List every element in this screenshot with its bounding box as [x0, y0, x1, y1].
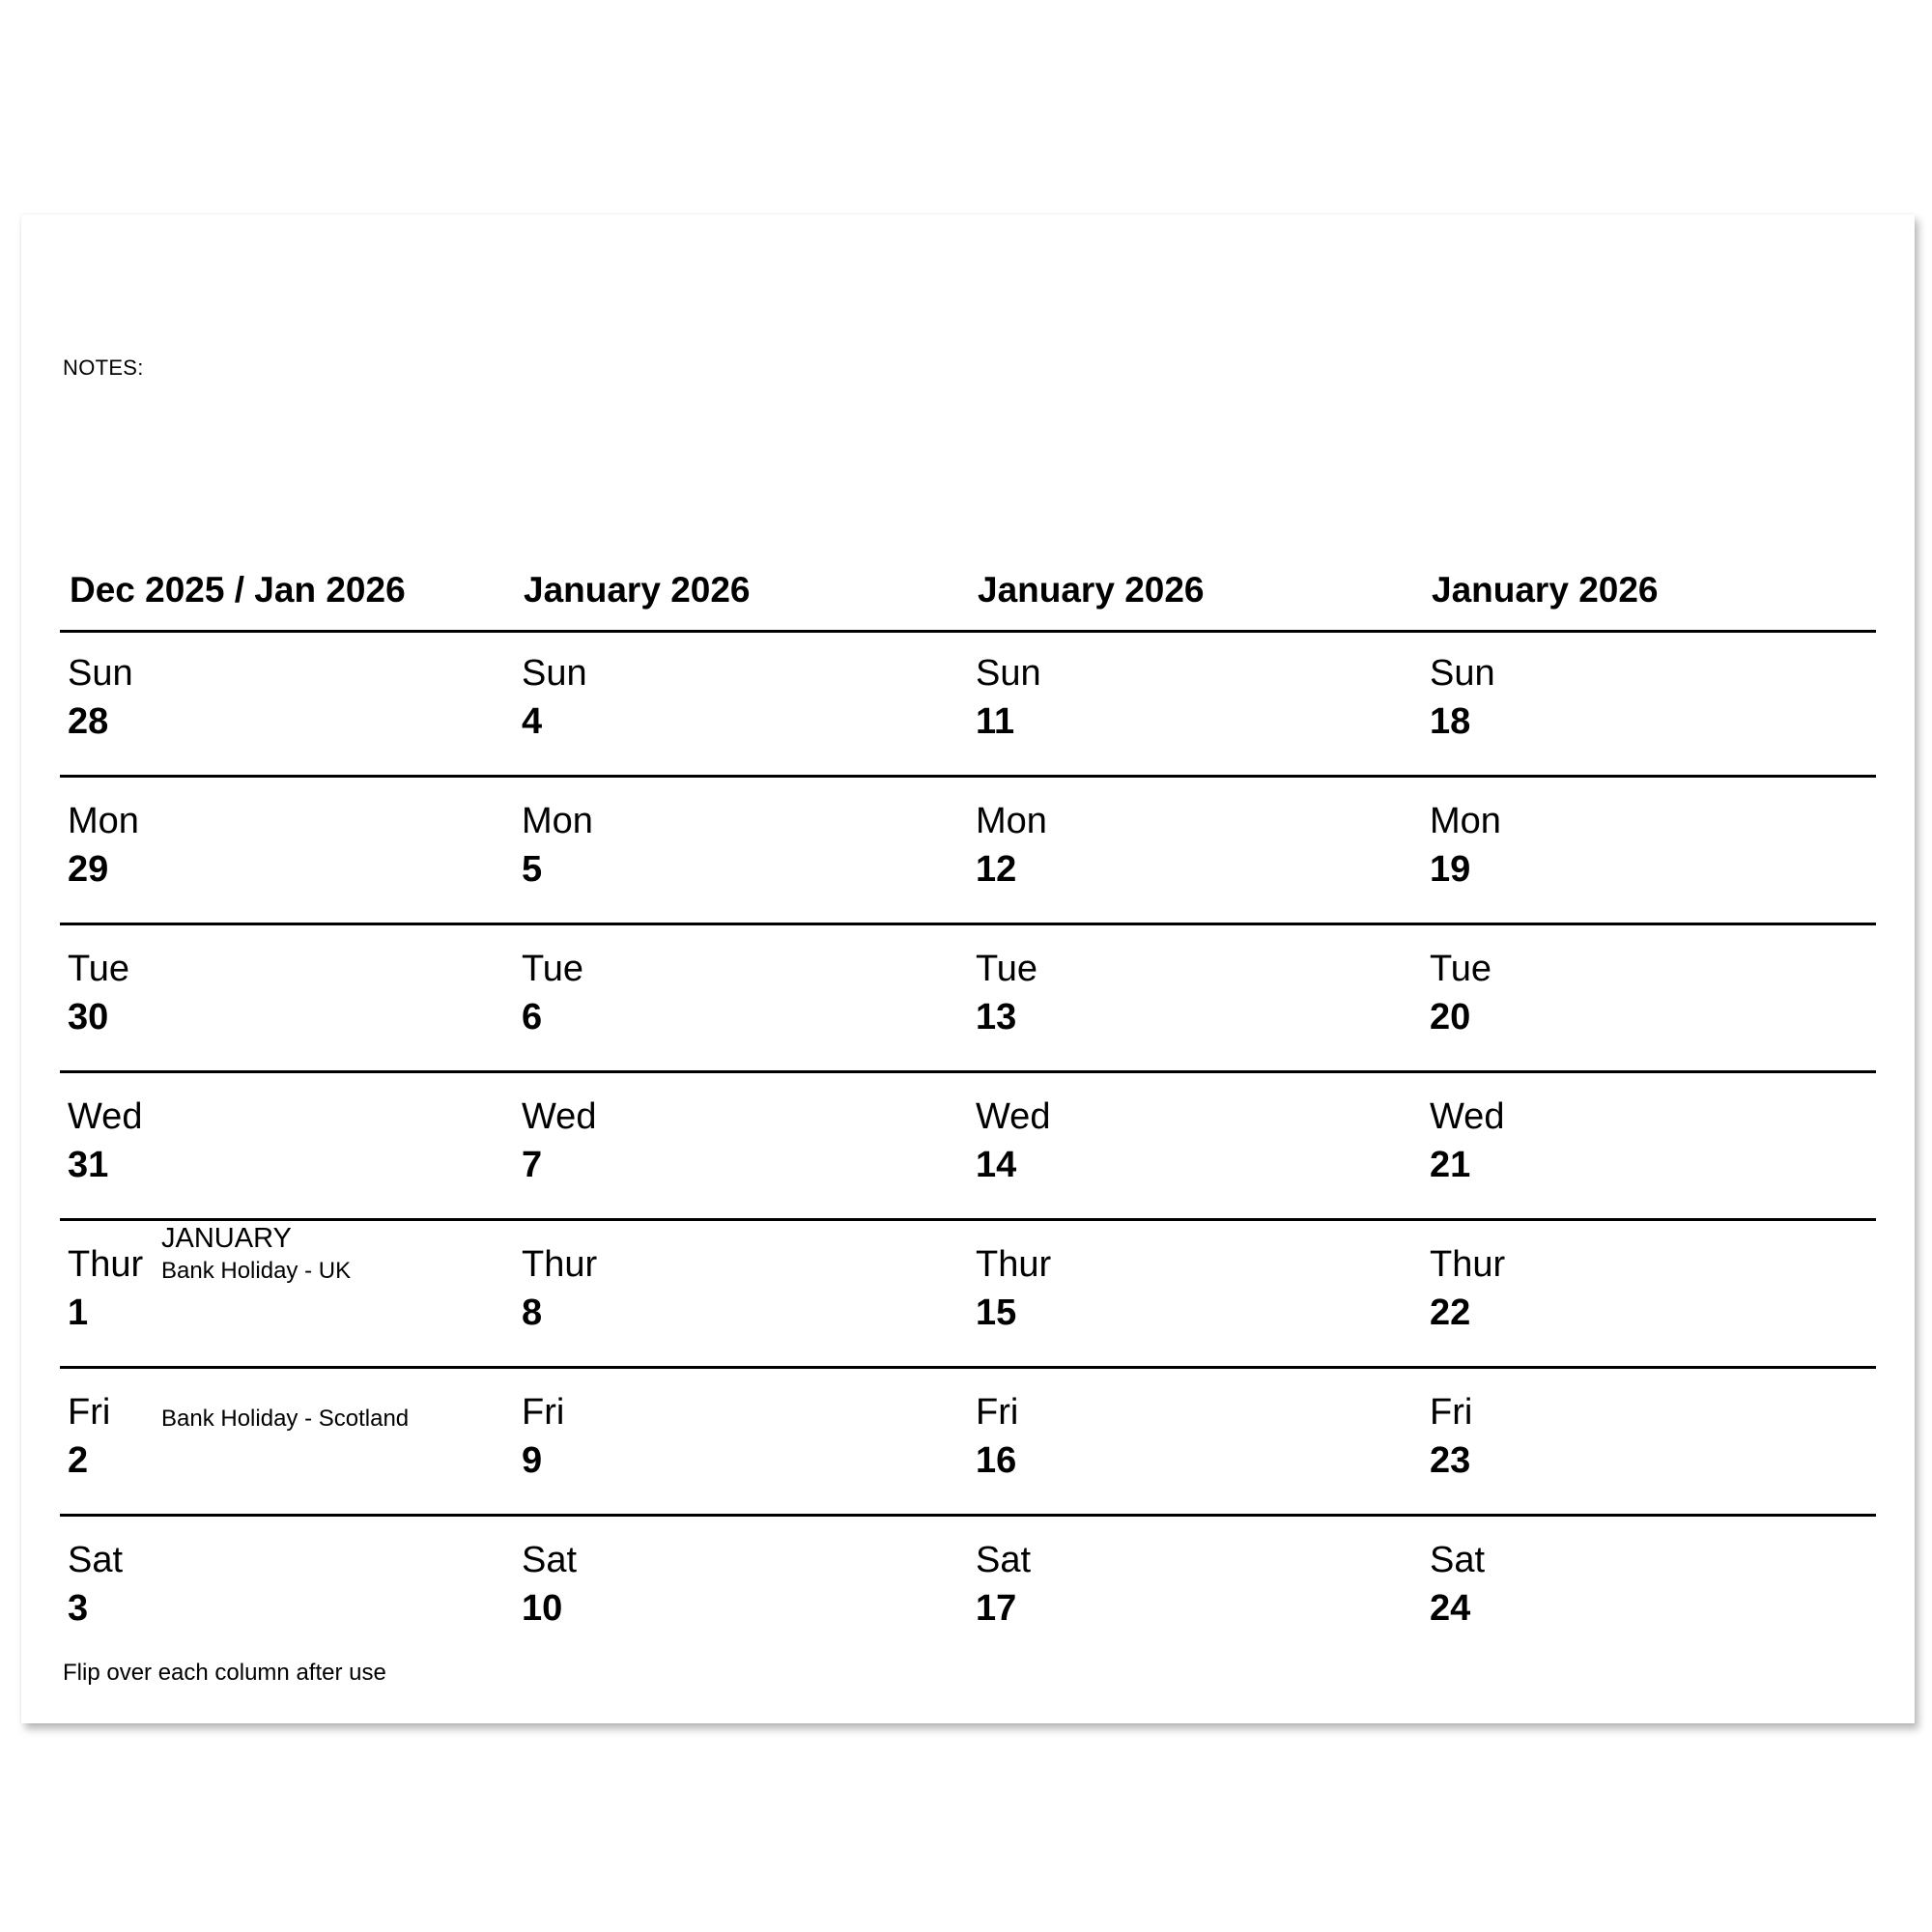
day-number: 20 [1430, 997, 1471, 1037]
day-cell [60, 630, 514, 775]
day-number: 30 [68, 997, 109, 1037]
day-row-wednesday [60, 1073, 1876, 1221]
day-cell [514, 1221, 968, 1366]
day-cell [514, 925, 968, 1070]
column-header-4: January 2026 [1432, 570, 1659, 610]
day-row-friday [60, 1369, 1876, 1517]
day-number: 22 [1430, 1293, 1471, 1333]
column-header-2: January 2026 [524, 570, 751, 610]
day-cell [60, 778, 514, 923]
day-cell [60, 1517, 514, 1662]
day-name: Thur [976, 1244, 1052, 1285]
column-headers [60, 570, 1876, 633]
day-name: Fri [1430, 1392, 1473, 1433]
day-name: Tue [68, 949, 130, 989]
day-number: 23 [1430, 1440, 1471, 1481]
day-name: Fri [68, 1392, 111, 1433]
day-name: Wed [976, 1096, 1051, 1137]
day-number: 4 [522, 701, 543, 742]
day-number: 12 [976, 849, 1017, 890]
day-number: 14 [976, 1145, 1017, 1185]
day-name: Sat [522, 1540, 578, 1580]
day-number: 5 [522, 849, 543, 890]
day-number: 11 [976, 701, 1015, 742]
day-name: Tue [976, 949, 1038, 989]
day-number: 29 [68, 849, 109, 890]
day-cell [1422, 778, 1876, 923]
day-cell [1422, 925, 1876, 1070]
day-number: 1 [68, 1293, 89, 1333]
footer-instruction: Flip over each column after use [63, 1660, 386, 1686]
event-note: Bank Holiday - Scotland [161, 1406, 410, 1432]
day-name: Thur [68, 1244, 144, 1285]
day-number: 6 [522, 997, 543, 1037]
day-number: 19 [1430, 849, 1471, 890]
day-name: Sun [1430, 653, 1495, 694]
day-number: 17 [976, 1588, 1017, 1629]
day-name: Fri [522, 1392, 565, 1433]
day-number: 24 [1430, 1588, 1471, 1629]
day-name: Mon [522, 801, 593, 841]
day-name: Sun [522, 653, 587, 694]
day-name: Fri [976, 1392, 1019, 1433]
day-name: Mon [976, 801, 1047, 841]
day-cell [968, 1517, 1422, 1662]
day-cell [514, 778, 968, 923]
day-name: Tue [522, 949, 584, 989]
day-number: 2 [68, 1440, 89, 1481]
day-number: 3 [68, 1588, 89, 1629]
day-cell [514, 630, 968, 775]
day-number: 9 [522, 1440, 543, 1481]
day-cell [60, 1369, 514, 1514]
notes-label: NOTES: [63, 355, 144, 380]
day-row-thursday [60, 1221, 1876, 1369]
day-cell [514, 1369, 968, 1514]
week-columns [60, 570, 1876, 1663]
day-number: 21 [1430, 1145, 1471, 1185]
day-cell [968, 1073, 1422, 1218]
day-row-saturday [60, 1517, 1876, 1662]
day-number: 8 [522, 1293, 543, 1333]
day-number: 31 [68, 1145, 109, 1185]
day-row-sunday [60, 630, 1876, 778]
day-row-tuesday [60, 925, 1876, 1073]
day-number: 28 [68, 701, 109, 742]
day-name: Mon [1430, 801, 1501, 841]
day-name: Wed [68, 1096, 143, 1137]
day-name: Sat [976, 1540, 1032, 1580]
day-cell [1422, 1369, 1876, 1514]
day-name: Thur [1430, 1244, 1506, 1285]
day-cell [1422, 1517, 1876, 1662]
day-name: Sun [68, 653, 133, 694]
day-cell [60, 1073, 514, 1218]
day-name: Mon [68, 801, 139, 841]
day-cell [968, 1221, 1422, 1366]
day-cell [1422, 1073, 1876, 1218]
day-name: Tue [1430, 949, 1492, 989]
day-number: 13 [976, 997, 1017, 1037]
day-name: Sat [68, 1540, 124, 1580]
day-name: Wed [1430, 1096, 1505, 1137]
day-row-monday [60, 778, 1876, 925]
day-number: 15 [976, 1293, 1017, 1333]
day-name: Wed [522, 1096, 597, 1137]
day-rows [60, 630, 1876, 1662]
column-header-1: Dec 2025 / Jan 2026 [70, 570, 406, 610]
day-number: 10 [522, 1588, 563, 1629]
day-cell [968, 630, 1422, 775]
event-title: JANUARY [161, 1223, 292, 1254]
day-cell [968, 925, 1422, 1070]
day-number: 16 [976, 1440, 1017, 1481]
day-number: 18 [1430, 701, 1471, 742]
day-cell [60, 925, 514, 1070]
day-cell [514, 1517, 968, 1662]
day-name: Thur [522, 1244, 598, 1285]
day-cell [514, 1073, 968, 1218]
day-name: Sun [976, 653, 1041, 694]
day-cell [1422, 630, 1876, 775]
day-cell [968, 1369, 1422, 1514]
event-note: Bank Holiday - UK [161, 1258, 352, 1284]
day-cell [60, 1221, 514, 1366]
day-number: 7 [522, 1145, 543, 1185]
day-cell [968, 778, 1422, 923]
calendar-sheet [21, 214, 1915, 1723]
column-header-3: January 2026 [978, 570, 1205, 610]
day-cell [1422, 1221, 1876, 1366]
day-name: Sat [1430, 1540, 1486, 1580]
